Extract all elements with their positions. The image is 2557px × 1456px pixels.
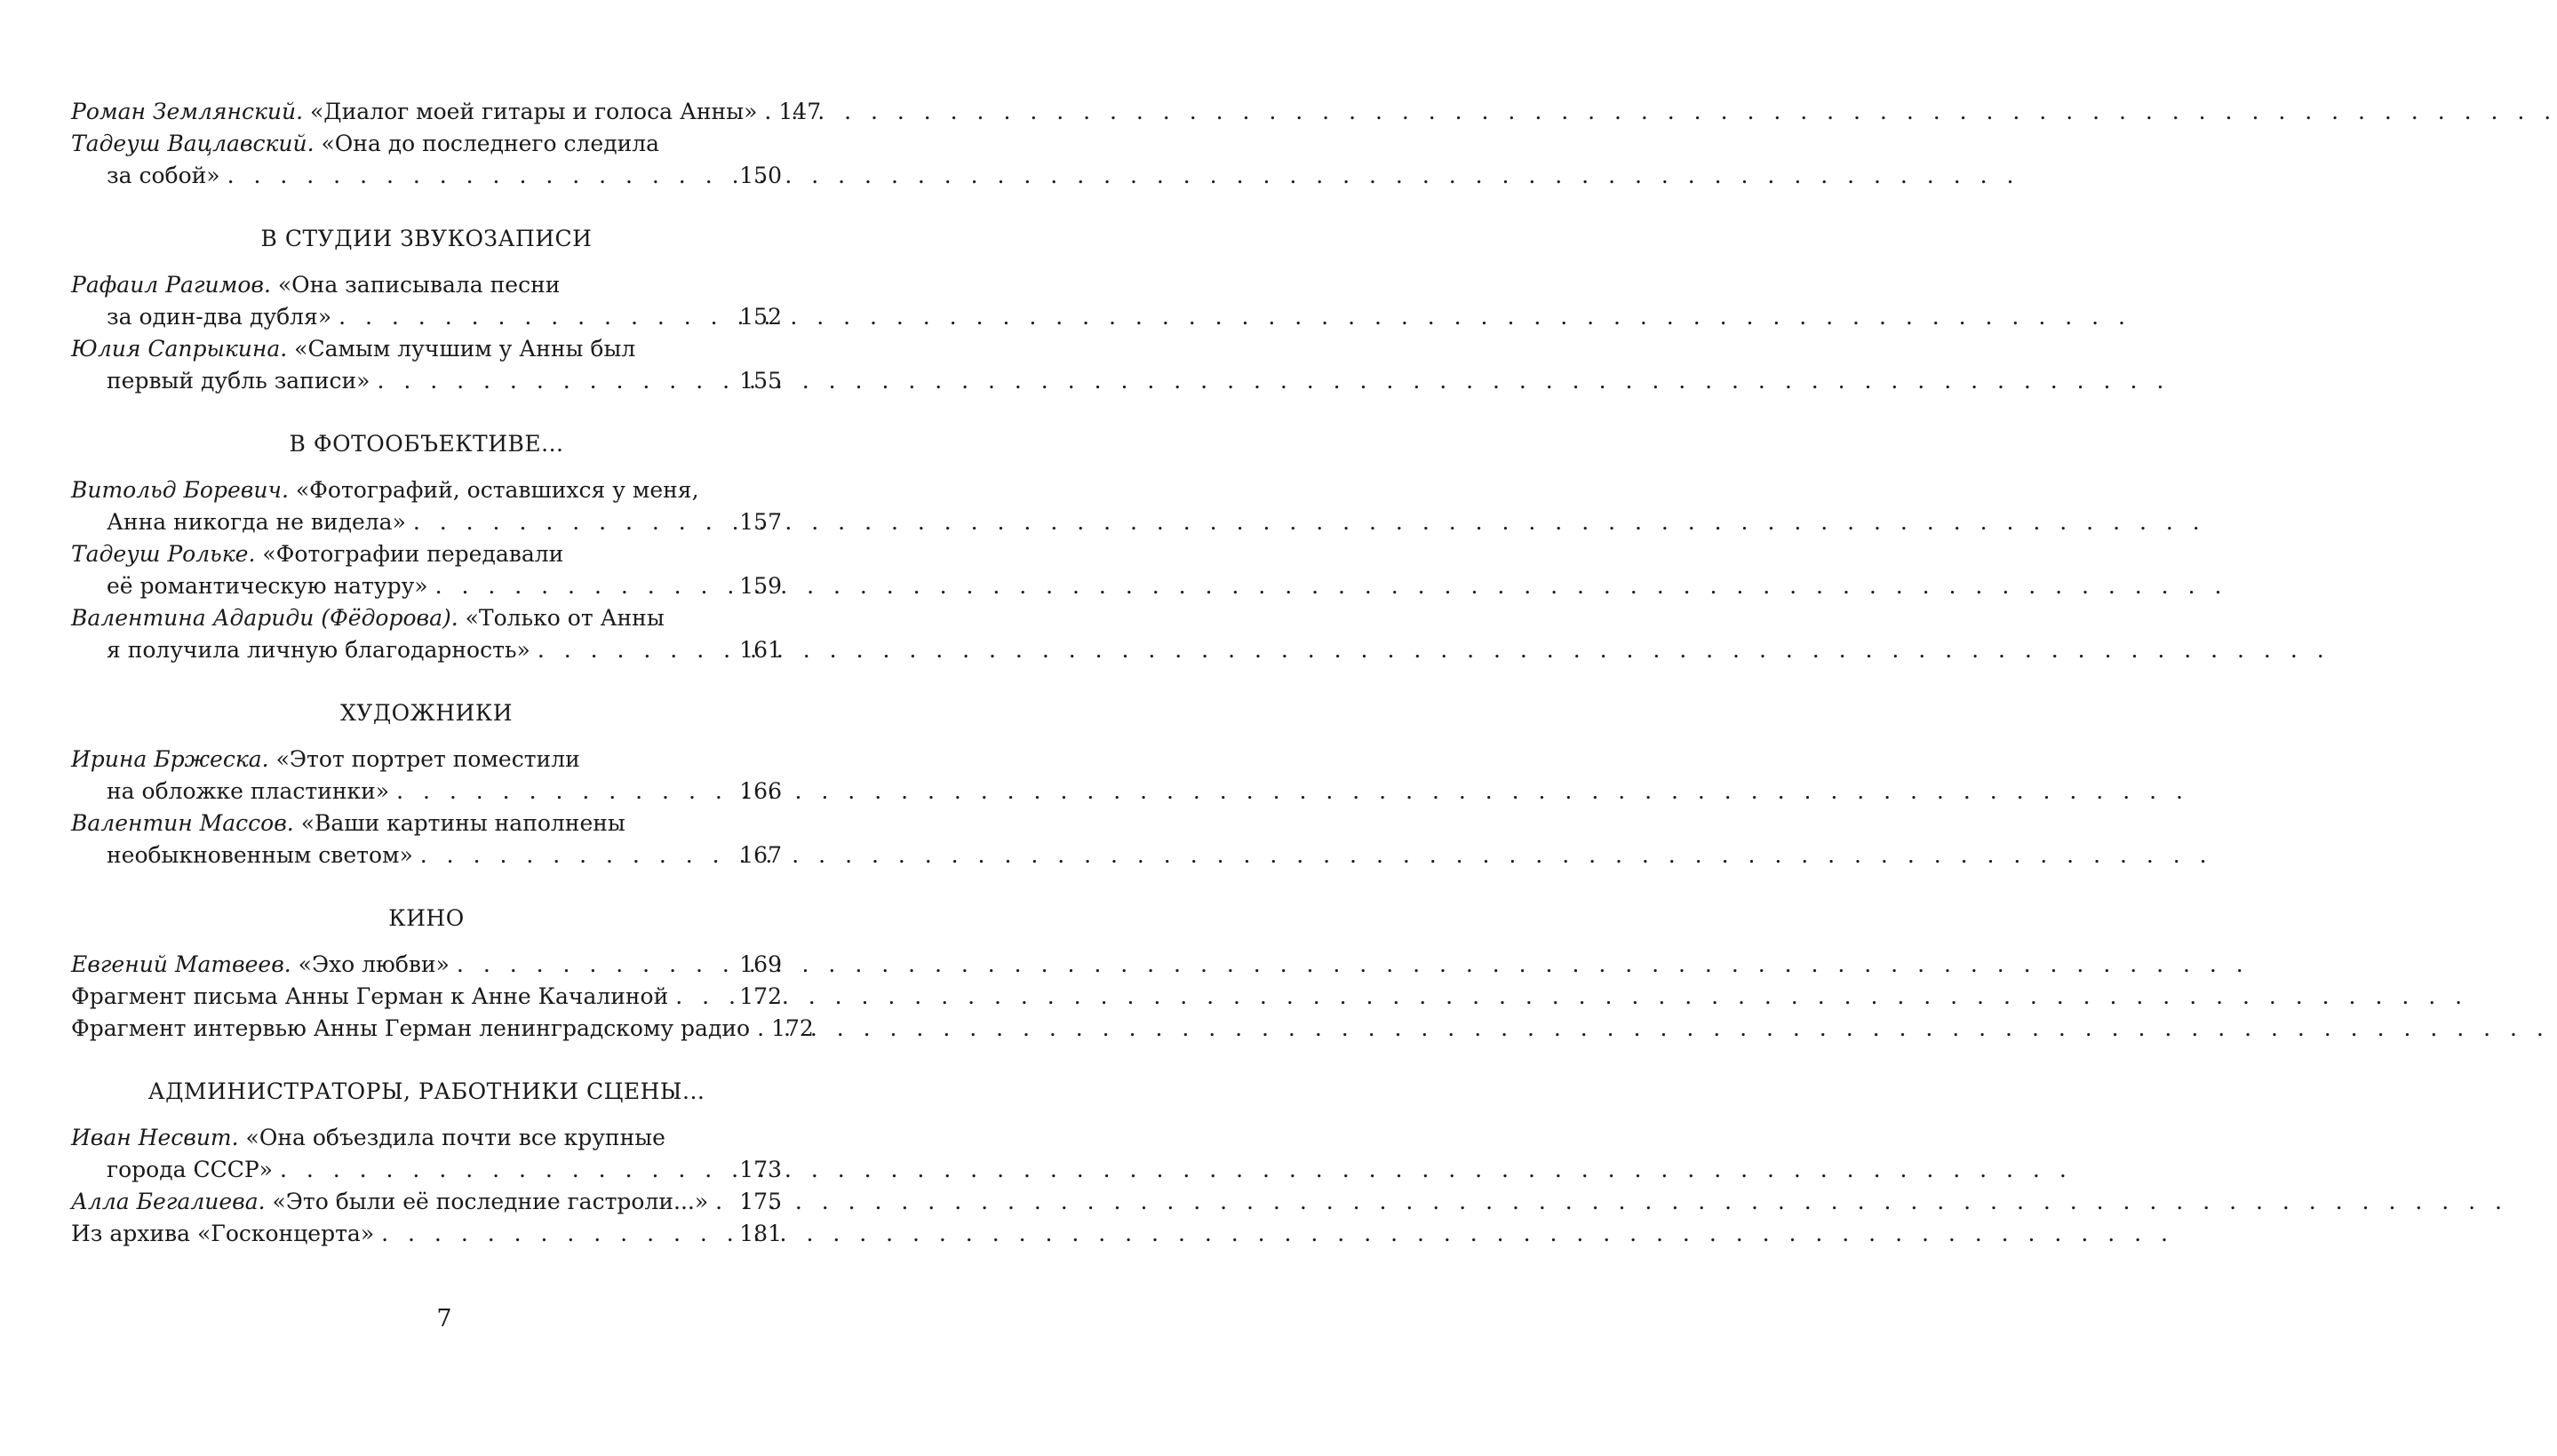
entry-author: Витольд Боревич. xyxy=(71,477,289,503)
leader-dots xyxy=(413,506,734,538)
toc-entry xyxy=(71,538,782,602)
toc-entry xyxy=(71,1218,782,1250)
entry-title: «Фотографии передавали xyxy=(262,541,564,567)
leader-dots xyxy=(227,160,735,192)
entry-title: Фрагмент интервью Анны Герман ленинградскому радио xyxy=(71,1015,751,1041)
toc-entry xyxy=(71,602,782,666)
toc-entry xyxy=(71,1013,814,1045)
entry-title: «Только от Анны xyxy=(465,605,665,631)
entry-author: Тадеуш Рольке. xyxy=(71,541,256,567)
section-heading: В СТУДИИ ЗВУКОЗАПИСИ xyxy=(260,226,593,251)
entry-title-continued: Анна никогда не видела» xyxy=(107,509,406,535)
entry-author: Ирина Бржеска. xyxy=(71,746,269,772)
leader-dots xyxy=(435,570,735,602)
entry-title: «Эхо любви» xyxy=(298,951,450,977)
table-of-contents xyxy=(71,96,822,1250)
entry-title: «Это были её последние гастроли...» xyxy=(272,1189,709,1214)
entry-author: Роман Землянский. xyxy=(71,99,304,124)
leader-dots xyxy=(538,634,734,666)
leader-dots xyxy=(457,949,734,981)
entry-page-number: 161 xyxy=(739,637,782,663)
toc-entry xyxy=(71,1186,782,1218)
entry-page-number: 169 xyxy=(739,951,782,977)
section-heading: КИНО xyxy=(388,905,465,931)
entry-author: Юлия Сапрыкина. xyxy=(71,336,288,362)
entry-page-number: 175 xyxy=(739,1189,782,1214)
entry-page-number: 172 xyxy=(771,1015,814,1041)
entry-title: «Ваши картины наполнены xyxy=(300,810,625,836)
leader-dots xyxy=(764,96,773,128)
entry-title: «Самым лучшим у Анны был xyxy=(294,336,636,362)
toc-entry xyxy=(71,981,782,1013)
leader-dots xyxy=(377,365,734,397)
entry-author: Рафаил Рагимов. xyxy=(71,272,271,298)
entry-page-number: 173 xyxy=(739,1157,782,1182)
entry-title-continued: я получила личную благодарность» xyxy=(107,637,530,663)
toc-entry xyxy=(71,1122,782,1186)
leader-dots xyxy=(757,1013,766,1045)
toc-entry xyxy=(71,96,822,128)
leader-dots xyxy=(381,1218,734,1250)
entry-title-continued: на обложке пластинки» xyxy=(107,778,390,804)
leader-dots xyxy=(420,839,735,871)
entry-page-number: 166 xyxy=(739,778,782,804)
toc-entry xyxy=(71,269,782,333)
toc-entry xyxy=(71,949,782,981)
entry-title: «Диалог моей гитары и голоса Анны» xyxy=(310,99,758,124)
section-heading: АДМИНИСТРАТОРЫ, РАБОТНИКИ СЦЕНЫ... xyxy=(147,1078,705,1104)
section-heading: В ФОТООБЪЕКТИВЕ... xyxy=(289,431,564,457)
entry-title: «Она объездила почти все крупные xyxy=(245,1125,665,1150)
toc-entry xyxy=(71,744,782,808)
entry-title-continued: первый дубль записи» xyxy=(107,368,370,394)
entry-page-number: 157 xyxy=(739,509,782,535)
entry-title: Фрагмент письма Анны Герман к Анне Качалиной xyxy=(71,983,669,1009)
entry-title-continued: за собой» xyxy=(107,163,220,188)
toc-entry xyxy=(71,808,782,871)
entry-page-number: 155 xyxy=(739,368,782,394)
leader-dots xyxy=(396,776,734,808)
page-number: 7 xyxy=(436,1305,452,1333)
leader-dots xyxy=(339,301,734,333)
entry-page-number: 150 xyxy=(739,163,782,188)
entry-author: Иван Несвит. xyxy=(71,1125,239,1150)
entry-page-number: 152 xyxy=(739,304,782,330)
toc-entry xyxy=(71,333,782,397)
section-heading: ХУДОЖНИКИ xyxy=(339,700,514,726)
entry-author: Алла Бегалиева. xyxy=(71,1189,266,1214)
entry-page-number: 167 xyxy=(739,842,782,868)
toc-entry xyxy=(71,128,782,192)
entry-title: «Этот портрет поместили xyxy=(275,746,580,772)
leader-dots xyxy=(280,1154,734,1186)
entry-title: «Она до последнего следила xyxy=(321,131,660,156)
entry-title-continued: её романтическую натуру» xyxy=(107,573,428,599)
entry-title: Из архива «Госконцерта» xyxy=(71,1221,375,1246)
entry-author: Тадеуш Вацлавский. xyxy=(71,131,315,156)
entry-author: Валентин Массов. xyxy=(71,810,294,836)
entry-page-number: 159 xyxy=(739,573,782,599)
leader-dots xyxy=(675,981,734,1013)
entry-title: «Фотографий, оставшихся у меня, xyxy=(295,477,699,503)
entry-page-number: 181 xyxy=(739,1221,782,1246)
entry-page-number: 172 xyxy=(739,983,782,1009)
entry-title-continued: за один-два дубля» xyxy=(107,304,332,330)
entry-title-continued: города СССР» xyxy=(107,1157,273,1182)
leader-dots xyxy=(715,1186,734,1218)
entry-author: Валентина Адариди (Фёдорова). xyxy=(71,605,458,631)
entry-page-number: 147 xyxy=(778,99,822,124)
entry-title: «Она записывала песни xyxy=(277,272,561,298)
entry-title-continued: необыкновенным светом» xyxy=(107,842,413,868)
entry-author: Евгений Матвеев. xyxy=(71,951,291,977)
toc-entry xyxy=(71,474,782,538)
